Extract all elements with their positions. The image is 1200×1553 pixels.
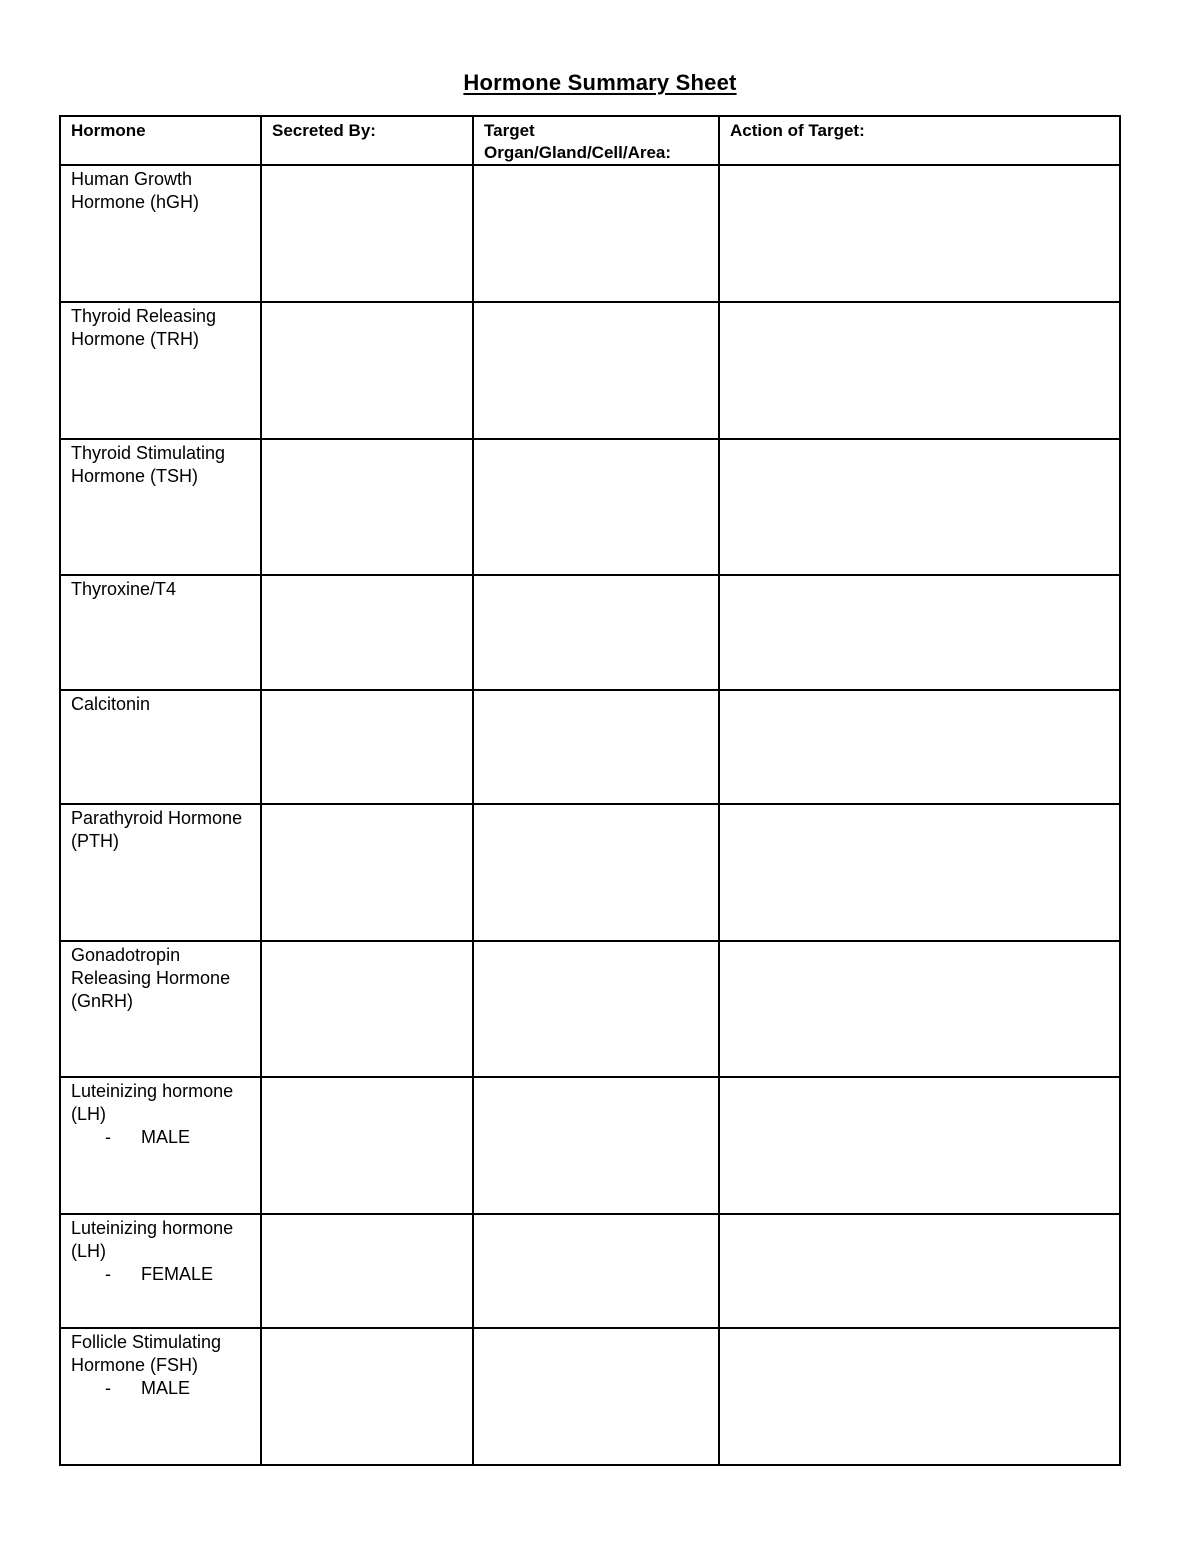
target-cell[interactable] [473, 165, 719, 302]
table-row [60, 302, 1120, 439]
hormone-name-cell [60, 690, 261, 804]
secreted-by-cell[interactable] [261, 690, 473, 804]
hormone-name-cell [60, 1077, 261, 1214]
header-target-line1: Target [484, 121, 535, 140]
secreted-by-cell[interactable] [261, 1328, 473, 1465]
subtype-label: MALE [141, 1127, 191, 1147]
target-cell[interactable] [473, 439, 719, 575]
hormone-name: Thyroid Releasing Hormone (TRH) [71, 306, 217, 349]
action-cell[interactable] [719, 1077, 1120, 1214]
header-target [473, 116, 719, 165]
secreted-by-cell[interactable] [261, 1214, 473, 1328]
header-action: Action of Target: [719, 116, 1120, 165]
action-cell[interactable] [719, 804, 1120, 941]
hormone-name: Luteinizing hormone (LH) [71, 1218, 234, 1261]
bullet-dash: - [105, 1127, 111, 1147]
hormone-subtype [71, 1126, 250, 1149]
hormone-name: Thyroid Stimulating Hormone (TSH) [71, 443, 226, 486]
hormone-name: Gonadotropin Releasing Hormone (GnRH) [71, 945, 231, 1011]
secreted-by-cell[interactable] [261, 575, 473, 690]
secreted-by-cell[interactable] [261, 302, 473, 439]
hormone-name: Follicle Stimulating Hormone (FSH) [71, 1332, 222, 1375]
subtype-label: FEMALE [141, 1264, 214, 1284]
table-row [60, 439, 1120, 575]
target-cell[interactable] [473, 804, 719, 941]
action-cell[interactable] [719, 690, 1120, 804]
action-cell[interactable] [719, 941, 1120, 1077]
hormone-name: Luteinizing hormone (LH) [71, 1081, 234, 1124]
header-secreted-by: Secreted By: [261, 116, 473, 165]
hormone-name-cell [60, 1214, 261, 1328]
hormone-name-cell [60, 302, 261, 439]
action-cell[interactable] [719, 1214, 1120, 1328]
table-header-row [60, 116, 1120, 165]
table-row [60, 1077, 1120, 1214]
secreted-by-cell[interactable] [261, 1077, 473, 1214]
secreted-by-cell[interactable] [261, 941, 473, 1077]
hormone-name: Parathyroid Hormone (PTH) [71, 808, 243, 851]
action-cell[interactable] [719, 575, 1120, 690]
hormone-name-cell [60, 165, 261, 302]
bullet-dash: - [105, 1378, 111, 1398]
subtype-label: MALE [141, 1378, 191, 1398]
target-cell[interactable] [473, 941, 719, 1077]
header-hormone: Hormone [60, 116, 261, 165]
hormone-name-cell [60, 941, 261, 1077]
hormone-table [59, 115, 1121, 1466]
hormone-subtype [71, 1263, 250, 1286]
hormone-name-cell [60, 1328, 261, 1465]
target-cell[interactable] [473, 1328, 719, 1465]
target-cell[interactable] [473, 1214, 719, 1328]
table-row [60, 690, 1120, 804]
table-row [60, 1214, 1120, 1328]
bullet-dash: - [105, 1264, 111, 1284]
hormone-name-cell [60, 439, 261, 575]
action-cell[interactable] [719, 1328, 1120, 1465]
table-row [60, 1328, 1120, 1465]
action-cell[interactable] [719, 439, 1120, 575]
action-cell[interactable] [719, 302, 1120, 439]
hormone-name: Human Growth Hormone (hGH) [71, 169, 200, 212]
hormone-name: Calcitonin [71, 694, 151, 714]
header-target-line2: Organ/Gland/Cell/Area: [484, 143, 672, 162]
table-row [60, 575, 1120, 690]
target-cell[interactable] [473, 575, 719, 690]
secreted-by-cell[interactable] [261, 439, 473, 575]
hormone-name-cell [60, 804, 261, 941]
table-row [60, 941, 1120, 1077]
table-row [60, 804, 1120, 941]
hormone-name-cell [60, 575, 261, 690]
secreted-by-cell[interactable] [261, 165, 473, 302]
target-cell[interactable] [473, 690, 719, 804]
action-cell[interactable] [719, 165, 1120, 302]
target-cell[interactable] [473, 302, 719, 439]
target-cell[interactable] [473, 1077, 719, 1214]
table-row [60, 165, 1120, 302]
hormone-name: Thyroxine/T4 [71, 579, 177, 599]
secreted-by-cell[interactable] [261, 804, 473, 941]
page-title: Hormone Summary Sheet [463, 70, 737, 95]
hormone-subtype [71, 1377, 250, 1400]
